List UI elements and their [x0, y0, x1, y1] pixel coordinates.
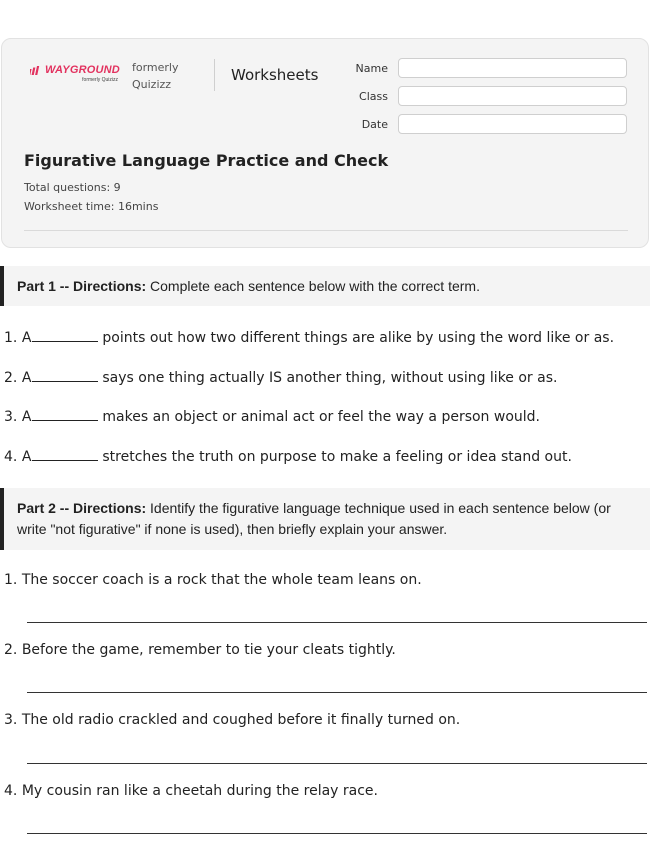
fill-blank[interactable]: [32, 369, 98, 382]
part1-question-4: [4, 448, 572, 465]
formerly-note: [132, 59, 179, 93]
formerly-line-1: formerly: [132, 61, 179, 74]
part1-directions: [0, 266, 650, 306]
worksheet-header: [1, 38, 649, 248]
part2-directions-text: [17, 498, 636, 540]
fill-blank[interactable]: [32, 408, 98, 421]
total-questions: Total questions: 9: [24, 181, 121, 194]
question-number: 1.: [4, 330, 18, 346]
date-label: Date: [361, 118, 388, 131]
part2-instructions: Identify the figurative language technique used in each sentence below (or write "not figurative" if none is used), then briefly explain your answer.: [17, 500, 611, 537]
header-divider: [214, 59, 215, 91]
logo-subtext: formerly Quizizz: [82, 77, 118, 83]
worksheet-time: Worksheet time: 16mins: [24, 200, 159, 213]
formerly-line-2: Quizizz: [132, 78, 172, 91]
question-text: The old radio crackled and coughed before it finally turned on.: [21, 712, 461, 728]
part2-directions: [0, 488, 650, 550]
question-text: Before the game, remember to tie your cleats tightly.: [21, 642, 396, 658]
wayground-icon: [30, 66, 42, 75]
answer-line[interactable]: [27, 763, 647, 764]
part1-question-2: [4, 369, 557, 386]
part2-question-3: [4, 712, 460, 728]
part1-directions-text: [17, 276, 480, 297]
part2-question-1: [4, 572, 422, 588]
question-number: 2.: [4, 642, 18, 658]
question-text: makes an object or animal act or feel the way a person would.: [102, 409, 540, 425]
answer-line[interactable]: [27, 833, 647, 834]
part2-question-2: [4, 642, 396, 658]
question-number: 1.: [4, 572, 18, 588]
question-number: 4.: [4, 783, 18, 799]
logo-wordmark: [30, 64, 120, 76]
answer-line[interactable]: [27, 622, 647, 623]
question-text: says one thing actually IS another thing, without using like or as.: [102, 370, 558, 386]
question-text: The soccer coach is a rock that the whole team leans on.: [21, 572, 422, 588]
fill-blank[interactable]: [32, 448, 98, 461]
name-field[interactable]: [398, 58, 627, 78]
question-text: My cousin ran like a cheetah during the relay race.: [21, 783, 378, 799]
part1-instructions: Complete each sentence below with the correct term.: [150, 277, 480, 294]
question-lead: A: [21, 370, 32, 386]
worksheet-title: Figurative Language Practice and Check: [24, 151, 389, 170]
question-lead: A: [21, 449, 32, 465]
section-title: Worksheets: [231, 66, 319, 84]
part1-heading: Part 1 -- Directions:: [17, 277, 147, 294]
header-rule: [24, 230, 628, 231]
question-lead: A: [21, 409, 32, 425]
question-number: 3.: [4, 712, 18, 728]
question-text: points out how two different things are alike by using the word like or as.: [102, 330, 615, 346]
question-number: 4.: [4, 449, 18, 465]
part1-question-1: [4, 329, 614, 346]
part2-question-4: [4, 783, 378, 799]
date-field[interactable]: [398, 114, 627, 134]
question-number: 2.: [4, 370, 18, 386]
class-label: Class: [359, 90, 388, 103]
fill-blank[interactable]: [32, 329, 98, 342]
question-text: stretches the truth on purpose to make a feeling or idea stand out.: [102, 449, 572, 465]
question-number: 3.: [4, 409, 18, 425]
class-field[interactable]: [398, 86, 627, 106]
brand-logo[interactable]: [30, 64, 120, 83]
part1-question-3: [4, 408, 540, 425]
logo-text: WAYGROUND: [45, 64, 120, 76]
question-lead: A: [21, 330, 32, 346]
answer-line[interactable]: [27, 692, 647, 693]
part2-heading: Part 2 -- Directions:: [17, 500, 147, 516]
name-label: Name: [355, 62, 388, 75]
